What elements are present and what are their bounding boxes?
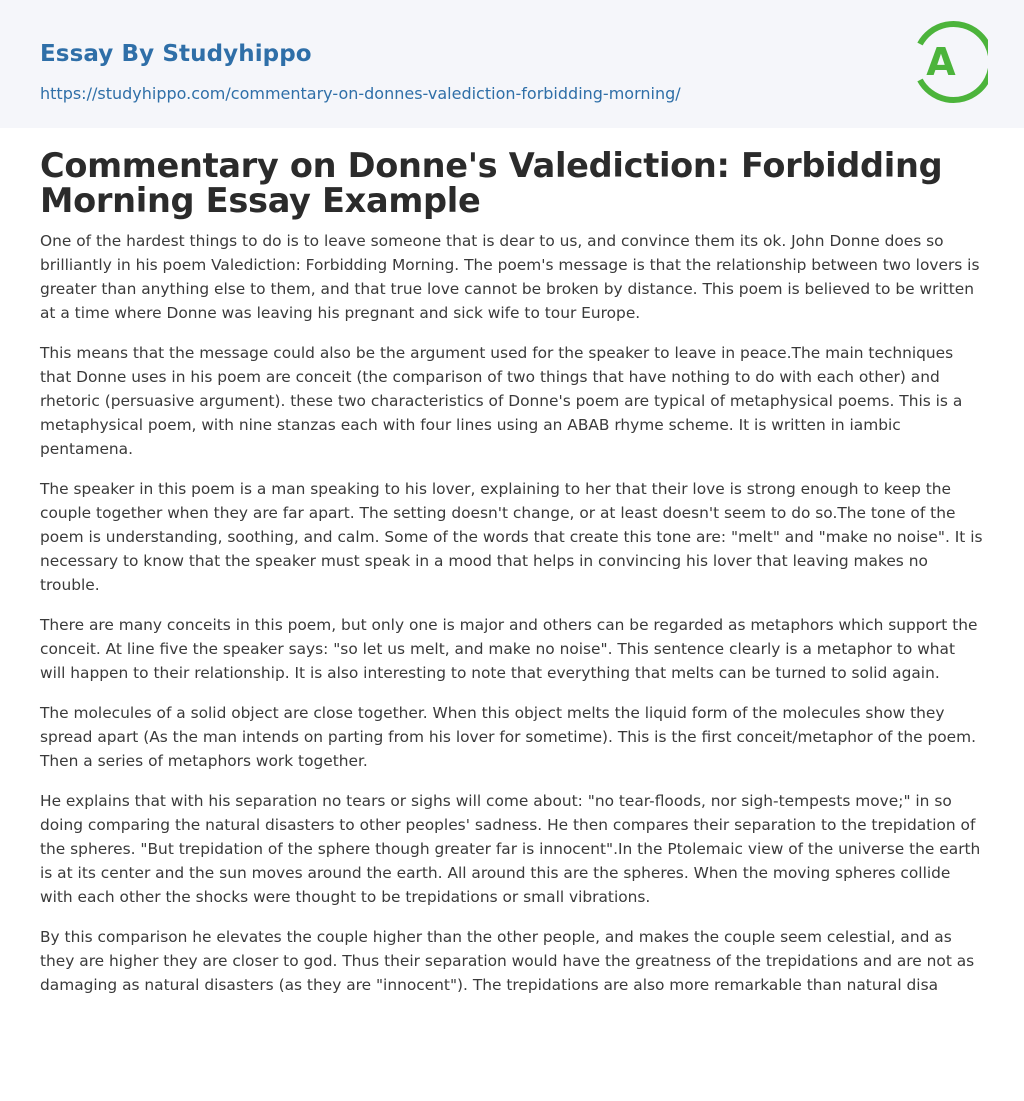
essay-paragraph: He explains that with his separation no tears or sighs will come about: "no tear-floods, nor sigh-tempests move;" in so doing comparing the natural disasters to other peoples' sadness. He then compares their separation to the trepidation of the spheres. "But trepidation of the sphere though greater far is innocent".In the Ptolemaic view of the universe the earth is at its center and the sun moves around the earth. All around this are the spheres. When the moving spheres collide with each other the shocks were thought to be trepidations or small vibrations. [40,792,981,906]
brand-title[interactable]: Essay By Studyhippo [40,41,312,67]
essay-paragraph: There are many conceits in this poem, but only one is major and others can be regarded as metaphors which support the conceit. At line five the speaker says: "so let us melt, and make no noise". This sentence clearly is a metaphor to what will happen to their relationship. It is also interesting to note that everything that melts can be turned to solid again. [40,616,978,682]
essay-paragraph: The speaker in this poem is a man speaking to his lover, explaining to her that their love is strong enough to keep the couple together when they are far apart. The setting doesn't change, or at least doesn't seem to do so.The tone of the poem is understanding, soothing, and calm. Some of the words that create this tone are: "melt" and "make no noise". It is necessary to know that the speaker must speak in a mood that helps in convincing his lover that leaving makes no trouble. [40,480,983,594]
source-url-link[interactable]: https://studyhippo.com/commentary-on-donnes-valediction-forbidding-morning/ [40,84,681,103]
essay-paragraph: One of the hardest things to do is to leave someone that is dear to us, and convince them its ok. John Donne does so brilliantly in his poem Valediction: Forbidding Morning. The poem's message is that the relationship between two lovers is greater than anything else to them, and that true love cannot be broken by distance. This poem is believed to be written at a time where Donne was leaving his pregnant and sick wife to tour Europe. [40,232,980,322]
article-body [0,148,1024,997]
studyhippo-logo[interactable] [910,18,988,106]
essay-paragraph: By this comparison he elevates the couple higher than the other people, and makes the couple seem celestial, and as they are higher they are closer to god. Thus their separation would have the greatness of the trepidations and are not as damaging as natural disasters (as they are "innocent"). The trepidations are also more remarkable than natural disa [40,928,975,994]
essay-paragraph: The molecules of a solid object are close together. When this object melts the liquid form of the molecules show they spread apart (As the man intends on parting from his lover for sometime). This is the first conceit/metaphor of the poem. Then a series of metaphors work together. [40,704,977,770]
page-title: Commentary on Donne's Valediction: Forbidding Morning Essay Example [40,146,943,220]
logo-letter: A [926,40,956,84]
site-header [0,0,1024,128]
essay-paragraph: This means that the message could also be the argument used for the speaker to leave in peace.The main techniques that Donne uses in his poem are conceit (the comparison of two things that have nothing to do with each other) and rhetoric (persuasive argument). these two characteristics of Donne's poem are typical of metaphysical poems. This is a metaphysical poem, with nine stanzas each with four lines using an ABAB rhyme scheme. It is written in iambic pentamena. [40,344,963,458]
